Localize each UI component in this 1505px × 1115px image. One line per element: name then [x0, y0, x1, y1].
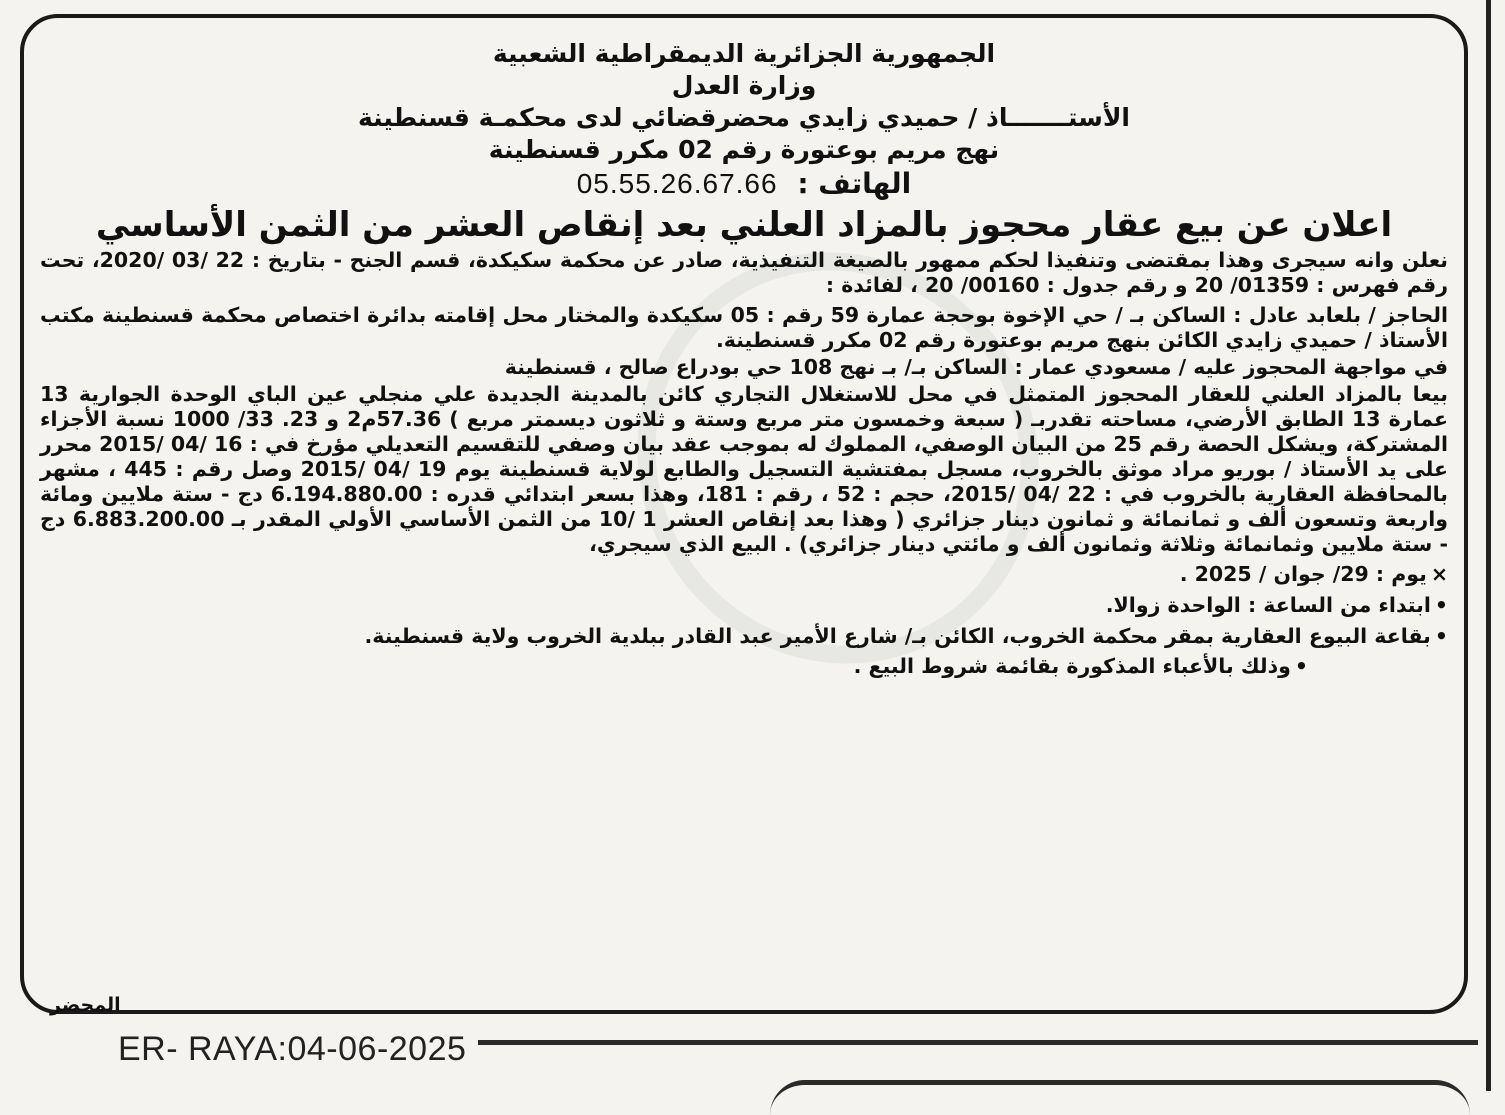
- paragraph-judgment: نعلن وانه سيجرى وهذا بمقتضى وتنفيذا لحكم ممهور بالصيغة التنفيذية، صادر عن محكمة سكيكدة، قسم الجنح - بتاريخ : 22 /03 /2020، تحت رقم فهرس : 01359/ 20 و رقم جدول : 00160/ 20 ، لفائدة :: [40, 248, 1448, 298]
- page-edge: [1486, 0, 1491, 1091]
- bullet-mark: ×: [1430, 562, 1448, 587]
- bullet-date: [40, 562, 1448, 588]
- phone-label: الهاتف :: [797, 167, 912, 200]
- bullet-text: وذلك بالأعباء المذكورة بقائمة شروط البيع .: [853, 654, 1291, 679]
- bailiff-address: نهج مريم بوعتورة رقم 02 مكرر قسنطينة: [488, 135, 1000, 164]
- bullet-mark: •: [1294, 654, 1308, 679]
- bailiff-name: الأستـــــــاذ / حميدي زايدي محضرقضائي لدى محكمـة قسنطينة: [357, 103, 1131, 132]
- publication-footer: ER- RAYA:04-06-2025: [118, 1030, 467, 1068]
- phone-line: [40, 166, 1448, 202]
- phone-number: 05.55.26.67.66: [576, 168, 778, 199]
- signature: المحضر: [50, 994, 121, 1016]
- bullet-text: ابتداء من الساعة : الواحدة زوالا.: [1105, 592, 1431, 617]
- bullet-mark: •: [1434, 592, 1448, 617]
- bullet-conditions: [40, 654, 1308, 680]
- paragraph-debtor: في مواجهة المحجوز عليه / مسعودي عمار : الساكن بـ/ بـ نهج 108 حي بودراع صالح ، قسنطينة: [504, 355, 1448, 380]
- bullet-time: [40, 593, 1448, 619]
- paragraph-property: بيعا بالمزاد العلني للعقار المحجوز المتمثل في محل للاستغلال التجاري كائن بالمدينة الجديدة علي منجلي عين الباي الوحدة الجوارية 13 عمارة 13 الطابق الأرضي، مساحته تقدربـ ( سبعة وخمسون متر مربع وستة و ثلاثون ديسمتر مربع ) 57.36م2 و 23. 33/ 1000 نسبة الأجزاء المشتركة، ويشكل الحصة رقم 25 من البيان الوصفي، المملوك له بموجب عقد بيان وصفي للتقسيم التعديلي مؤرخ في : 16 /04 /2015 محرر على يد الأستاذ / بوريو مراد موثق بالخروب، مسجل بمفتشية التسجيل والطابع لولاية قسنطينة يوم 19 /04 /2015 وصل رقم : 445 ، مشهر بالمحافظة العقارية بالخروب في : 22 /04 /2015، حجم : 52 ، رقم : 181، وهذا بسعر ابتدائي قدره : 6.194.880.00 دج - ستة ملايين ومائة واربعة وتسعون ألف و ثمانمائة و ثمانون دينار جزائري ( وهذا بعد إنقاص العشر 1 /10 من الثمن الأساسي الأولي المقدر بـ 6.883.200.00 دج - ستة ملايين وثمانمائة وثلاثة وثمانون ألف و مائتي دينار جزائري) . البيع الذي سيجري،: [39, 382, 1449, 557]
- bullet-mark: •: [1434, 623, 1448, 648]
- republic-heading: الجمهورية الجزائرية الديمقراطية الشعبية: [492, 39, 996, 68]
- bullet-text: بقاعة البيوع العقارية بمقر محكمة الخروب، الكائن بـ/ شارع الأمير عبد القادر ببلدية الخروب ولاية قسنطينة.: [364, 623, 1431, 648]
- ministry-heading: وزارة العدل: [671, 71, 817, 100]
- notice-content: [39, 38, 1449, 1016]
- bullet-location: [40, 624, 1448, 650]
- bullet-text: يوم : 29/ جوان / 2025 .: [1179, 562, 1427, 587]
- notice-title: اعلان عن بيع عقار محجوز بالمزاد العلني بعد إنقاص العشر من الثمن الأساسي: [95, 204, 1393, 245]
- footer-rule: [478, 1040, 1478, 1045]
- paragraph-seizer: الحاجز / بلعابد عادل : الساكن بـ / حي الإخوة بوحجة عمارة 59 رقم : 05 سكيكدة والمختار محل إقامته بدائرة اختصاص محكمة قسنطينة مكتب الأستاذ / حميدي زايدي الكائن بنهج مريم بوعتورة رقم 02 مكرر قسنطينة.: [40, 303, 1448, 353]
- next-notice-border: [770, 1080, 1470, 1115]
